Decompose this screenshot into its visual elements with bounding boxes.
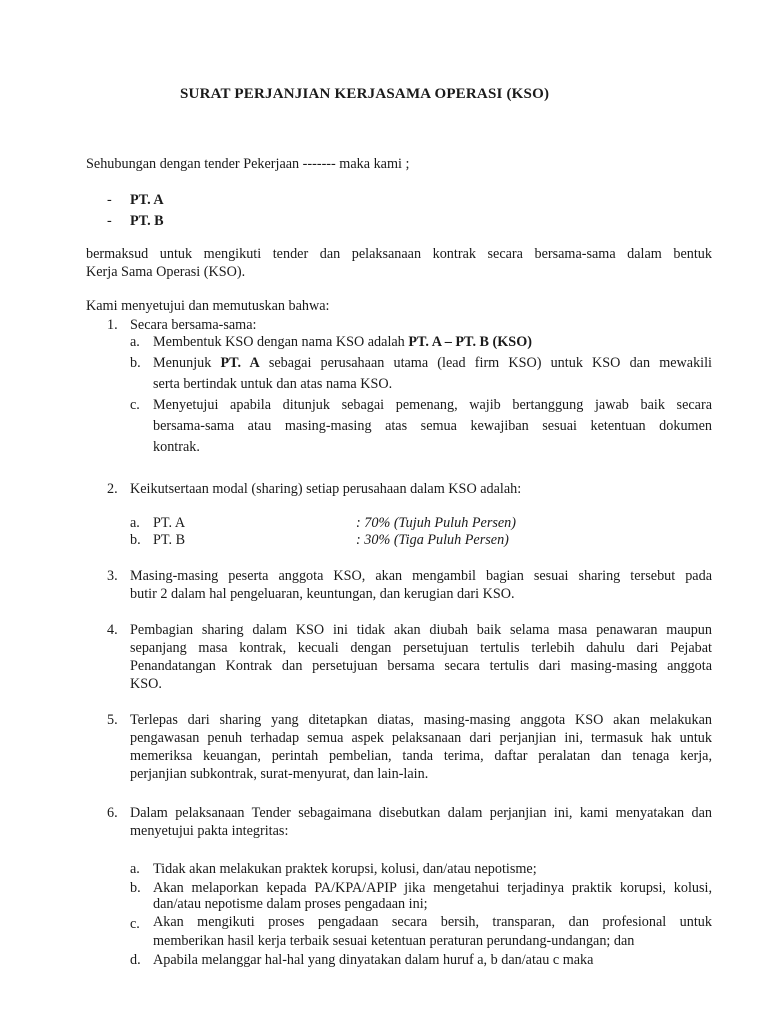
sub-letter: a. xyxy=(130,861,140,877)
item-6a-line: Tidak akan melakukan praktek korupsi, kolusi, dan/atau nepotisme; xyxy=(153,861,537,877)
item-number: 5. xyxy=(107,712,118,728)
item-4-line: Pembagian sharing dalam KSO ini tidak akan diubah baik selama masa penawaran maupun xyxy=(130,622,712,638)
item-6-line: Dalam pelaksanaan Tender sebagaimana disebutkan dalam perjanjian ini, kami menyatakan dan xyxy=(130,805,712,821)
sub-letter: b. xyxy=(130,880,141,896)
item-6d-line: Apabila melanggar hal-hal yang dinyatakan dalam huruf a, b dan/atau c maka xyxy=(153,952,594,968)
intro-text: Sehubungan dengan tender Pekerjaan ------- maka kami ; xyxy=(86,156,410,172)
sub-letter: b. xyxy=(130,532,141,548)
item-4-line: Penandatangan Kontrak dan persetujuan bersama secara tertulis dari masing-masing anggota xyxy=(130,658,712,674)
item-1c-line: bersama-sama atau masing-masing atas semua kewajiban sesuai ketentuan dokumen xyxy=(153,418,712,434)
party-a: PT. A xyxy=(130,192,164,208)
purpose-line: Kerja Sama Operasi (KSO). xyxy=(86,264,246,280)
item-3-line: butir 2 dalam hal pengeluaran, keuntungan, dan kerugian dari KSO. xyxy=(130,586,515,602)
party-b: PT. B xyxy=(130,213,164,229)
item-4-line: sepanjang masa kontrak, kecuali dengan persetujuan tertulis terlebih dahulu dari Pejabat xyxy=(130,640,712,656)
item-6b-line: Akan melaporkan kepada PA/KPA/APIP jika mengetahui terjadinya praktik korupsi, kolusi, xyxy=(153,880,712,896)
document-title: SURAT PERJANJIAN KERJASAMA OPERASI (KSO) xyxy=(180,86,550,102)
item-6b-line: dan/atau nepotisme dalam proses pengadaan ini; xyxy=(153,896,428,912)
item-1-text: Secara bersama-sama: xyxy=(130,317,257,333)
item-6c-line: Akan mengikuti proses pengadaan secara bersih, transparan, dan profesional untuk xyxy=(153,914,712,930)
item-number: 4. xyxy=(107,622,118,638)
item-number: 2. xyxy=(107,481,118,497)
item-1b-line: serta bertindak untuk dan atas nama KSO. xyxy=(153,376,393,392)
item-number: 6. xyxy=(107,805,118,821)
item-4-line: KSO. xyxy=(130,676,162,692)
item-number: 1. xyxy=(107,317,118,333)
agreement-intro: Kami menyetujui dan memutuskan bahwa: xyxy=(86,298,330,314)
item-1c-line: Menyetujui apabila ditunjuk sebagai pemenang, wajib bertanggung jawab baik secara xyxy=(153,397,712,413)
item-5-line: memeriksa keuangan, perintah pembelian, tanda terima, daftar peralatan dan tenaga kerja, xyxy=(130,748,712,764)
sub-letter: c. xyxy=(130,397,140,413)
item-6c-line: memberikan hasil kerja terbaik sesuai ketentuan peraturan perundang-undangan; dan xyxy=(153,933,635,949)
item-3-line: Masing-masing peserta anggota KSO, akan mengambil bagian sesuai sharing tersebut pada xyxy=(130,568,712,584)
sub-letter: a. xyxy=(130,515,140,531)
party-bullet: - xyxy=(107,192,112,208)
item-5-line: pengawasan penuh terhadap semua aspek pelaksanaan dari perjanjian ini, termasuk hak untuk xyxy=(130,730,712,746)
sharing-name-b: PT. B xyxy=(153,532,186,548)
item-5-line: Terlepas dari sharing yang ditetapkan diatas, masing-masing anggota KSO akan melakukan xyxy=(130,712,712,728)
sharing-value-b: : 30% (Tiga Puluh Persen) xyxy=(356,532,509,548)
item-5-line: perjanjian subkontrak, surat-menyurat, dan lain-lain. xyxy=(130,766,429,782)
party-bullet: - xyxy=(107,213,112,229)
item-number: 3. xyxy=(107,568,118,584)
item-1a-text: Membentuk KSO dengan nama KSO adalah PT. A – PT. B (KSO) xyxy=(153,334,532,350)
sharing-name-a: PT. A xyxy=(153,515,186,531)
sub-letter: d. xyxy=(130,952,141,968)
item-2-text: Keikutsertaan modal (sharing) setiap perusahaan dalam KSO adalah: xyxy=(130,481,522,497)
item-6-line: menyetujui pakta integritas: xyxy=(130,823,289,839)
sharing-value-a: : 70% (Tujuh Puluh Persen) xyxy=(356,515,516,531)
sub-letter: c. xyxy=(130,916,140,932)
item-1c-line: kontrak. xyxy=(153,439,200,455)
sub-letter: b. xyxy=(130,355,141,371)
sub-letter: a. xyxy=(130,334,140,350)
purpose-line: bermaksud untuk mengikuti tender dan pelaksanaan kontrak secara bersama-sama dalam bentuk xyxy=(86,246,712,262)
item-1b-line: Menunjuk PT. A sebagai perusahaan utama (lead firm KSO) untuk KSO dan mewakili xyxy=(153,355,712,371)
